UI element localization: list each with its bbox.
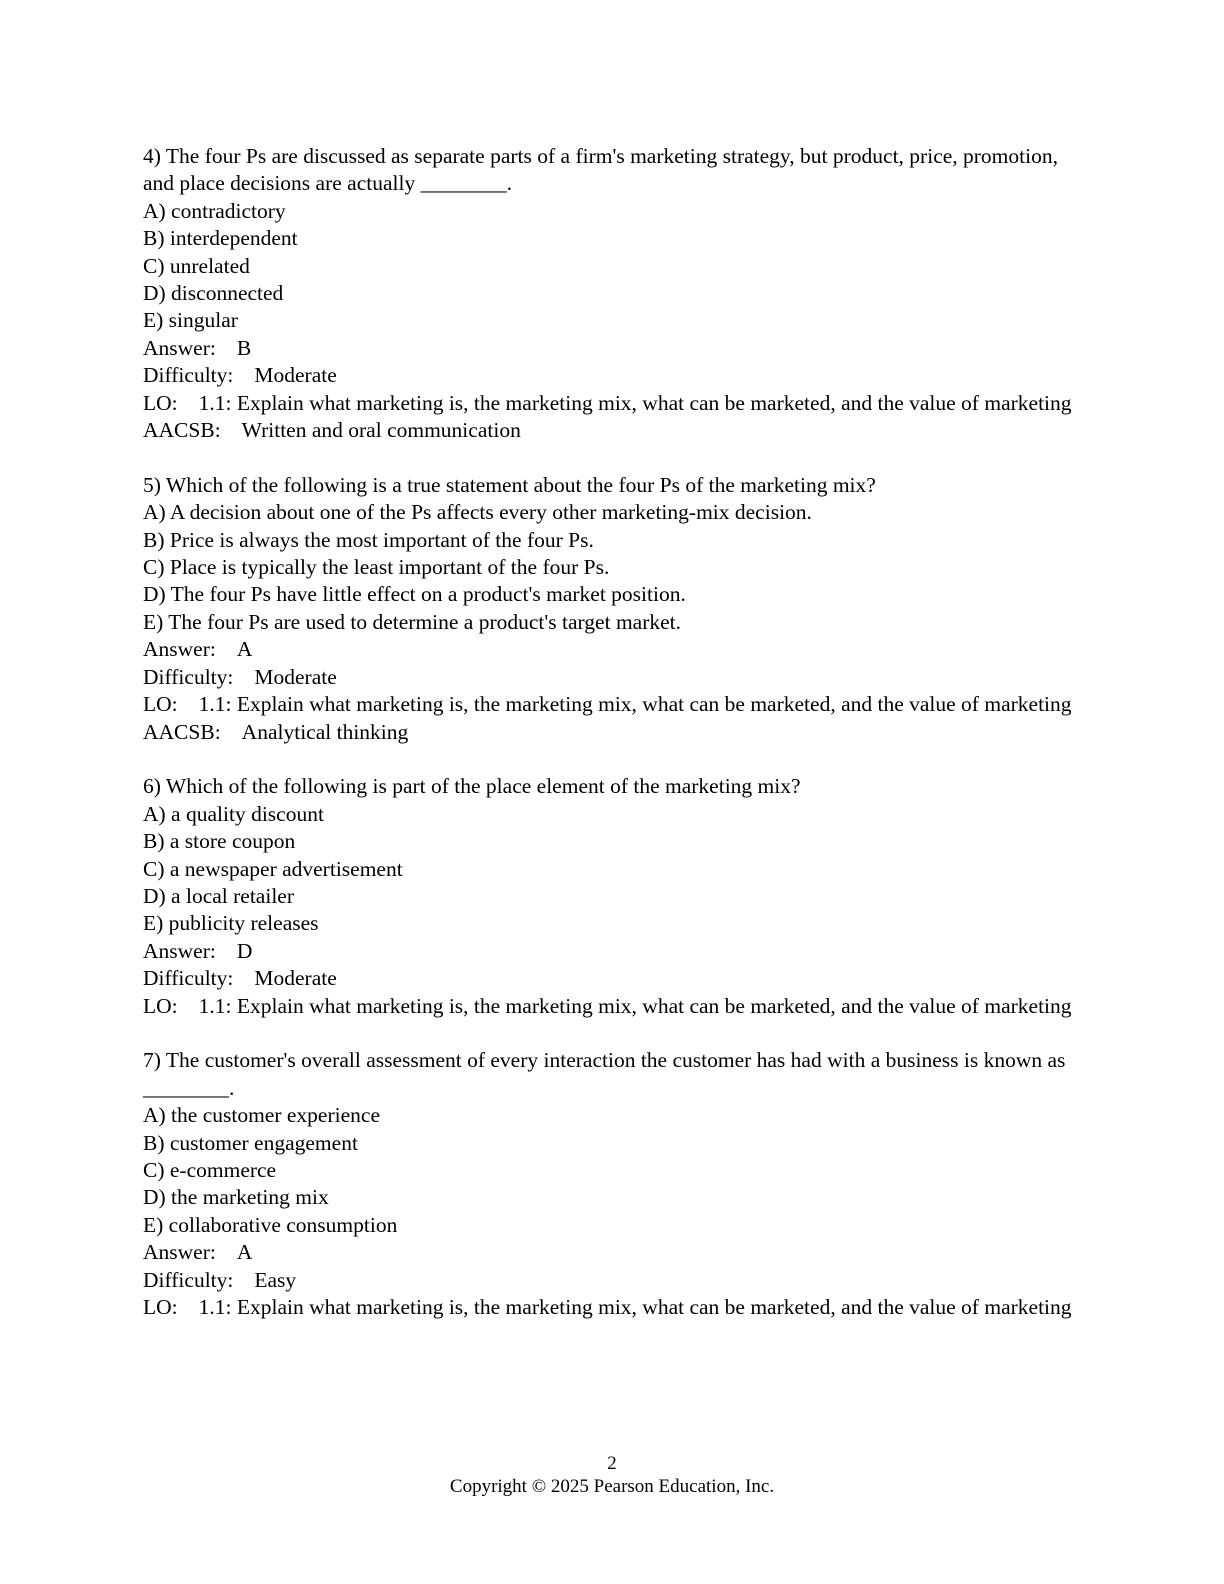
answer-label: Answer: [143,938,216,963]
difficulty-label: Difficulty: [143,664,234,689]
answer-option: C) a newspaper advertisement [143,856,403,881]
difficulty-label: Difficulty: [143,363,234,388]
answer-line [143,335,1083,362]
answer-label: Answer: [143,1240,216,1265]
answer-option: A) A decision about one of the Ps affects every other marketing-mix decision. [143,500,812,525]
lo-value: 1.1: Explain what marketing is, the marketing mix, what can be marketed, and the value of marketing [198,1295,1072,1320]
answer-option: A) contradictory [143,198,286,223]
question-stem: 6) Which of the following is part of the place element of the marketing mix? [143,774,801,799]
aacsb-value: Analytical thinking [241,719,409,744]
answer-option: D) a local retailer [143,883,295,908]
copyright-notice: Copyright © 2025 Pearson Education, Inc. [449,1476,775,1497]
difficulty-value: Moderate [254,966,337,991]
question-stem: 4) The four Ps are discussed as separate parts of a firm's marketing strategy, but product, price, promotion, and place decisions are actually ________. [143,144,1064,196]
lo-line [143,993,1083,1020]
difficulty-line [143,1267,1083,1294]
aacsb-label: AACSB: [143,719,221,744]
answer-line [143,938,1083,965]
question-5 [143,472,1083,746]
page-number: 2 [607,1453,617,1474]
answer-value: A [236,1240,253,1265]
difficulty-value: Easy [254,1267,297,1292]
aacsb-line [143,719,1083,746]
difficulty-value: Moderate [254,664,337,689]
answer-line [143,1239,1083,1266]
lo-label: LO: [143,1295,178,1320]
lo-line [143,390,1083,417]
lo-label: LO: [143,993,178,1018]
difficulty-line [143,362,1083,389]
difficulty-value: Moderate [254,363,337,388]
answer-label: Answer: [143,637,216,662]
lo-line [143,691,1083,718]
lo-value: 1.1: Explain what marketing is, the marketing mix, what can be marketed, and the value of marketing [198,390,1072,415]
question-stem: 5) Which of the following is a true statement about the four Ps of the marketing mix? [143,472,876,497]
document-body [143,143,1083,1349]
lo-line [143,1294,1083,1321]
difficulty-line [143,965,1083,992]
answer-option: B) Price is always the most important of the four Ps. [143,527,594,552]
answer-option: C) unrelated [143,253,250,278]
answer-option: E) collaborative consumption [143,1212,398,1237]
question-6 [143,773,1083,1020]
answer-option: B) customer engagement [143,1130,358,1155]
answer-option: E) publicity releases [143,911,319,936]
lo-label: LO: [143,692,178,717]
answer-label: Answer: [143,335,216,360]
answer-option: A) the customer experience [143,1103,380,1128]
answer-option: D) disconnected [143,281,284,306]
difficulty-line [143,664,1083,691]
answer-option: B) a store coupon [143,829,296,854]
question-4 [143,143,1083,444]
lo-value: 1.1: Explain what marketing is, the marketing mix, what can be marketed, and the value of marketing [198,692,1072,717]
answer-option: C) e-commerce [143,1157,277,1182]
answer-value: A [236,637,253,662]
question-7 [143,1047,1083,1321]
question-stem: 7) The customer's overall assessment of every interaction the customer has had with a business is known as ________. [143,1048,1071,1100]
answer-value: D [236,938,253,963]
aacsb-line [143,417,1083,444]
answer-option: E) singular [143,308,238,333]
answer-option: D) the marketing mix [143,1185,329,1210]
answer-line [143,636,1083,663]
answer-option: E) The four Ps are used to determine a product's target market. [143,609,682,634]
lo-label: LO: [143,390,178,415]
answer-value: B [236,335,252,360]
answer-option: A) a quality discount [143,801,324,826]
lo-value: 1.1: Explain what marketing is, the marketing mix, what can be marketed, and the value of marketing [198,993,1072,1018]
aacsb-value: Written and oral communication [241,418,521,443]
aacsb-label: AACSB: [143,418,221,443]
difficulty-label: Difficulty: [143,1267,234,1292]
answer-option: D) The four Ps have little effect on a product's market position. [143,582,686,607]
answer-option: C) Place is typically the least important of the four Ps. [143,555,610,580]
difficulty-label: Difficulty: [143,966,234,991]
answer-option: B) interdependent [143,226,298,251]
